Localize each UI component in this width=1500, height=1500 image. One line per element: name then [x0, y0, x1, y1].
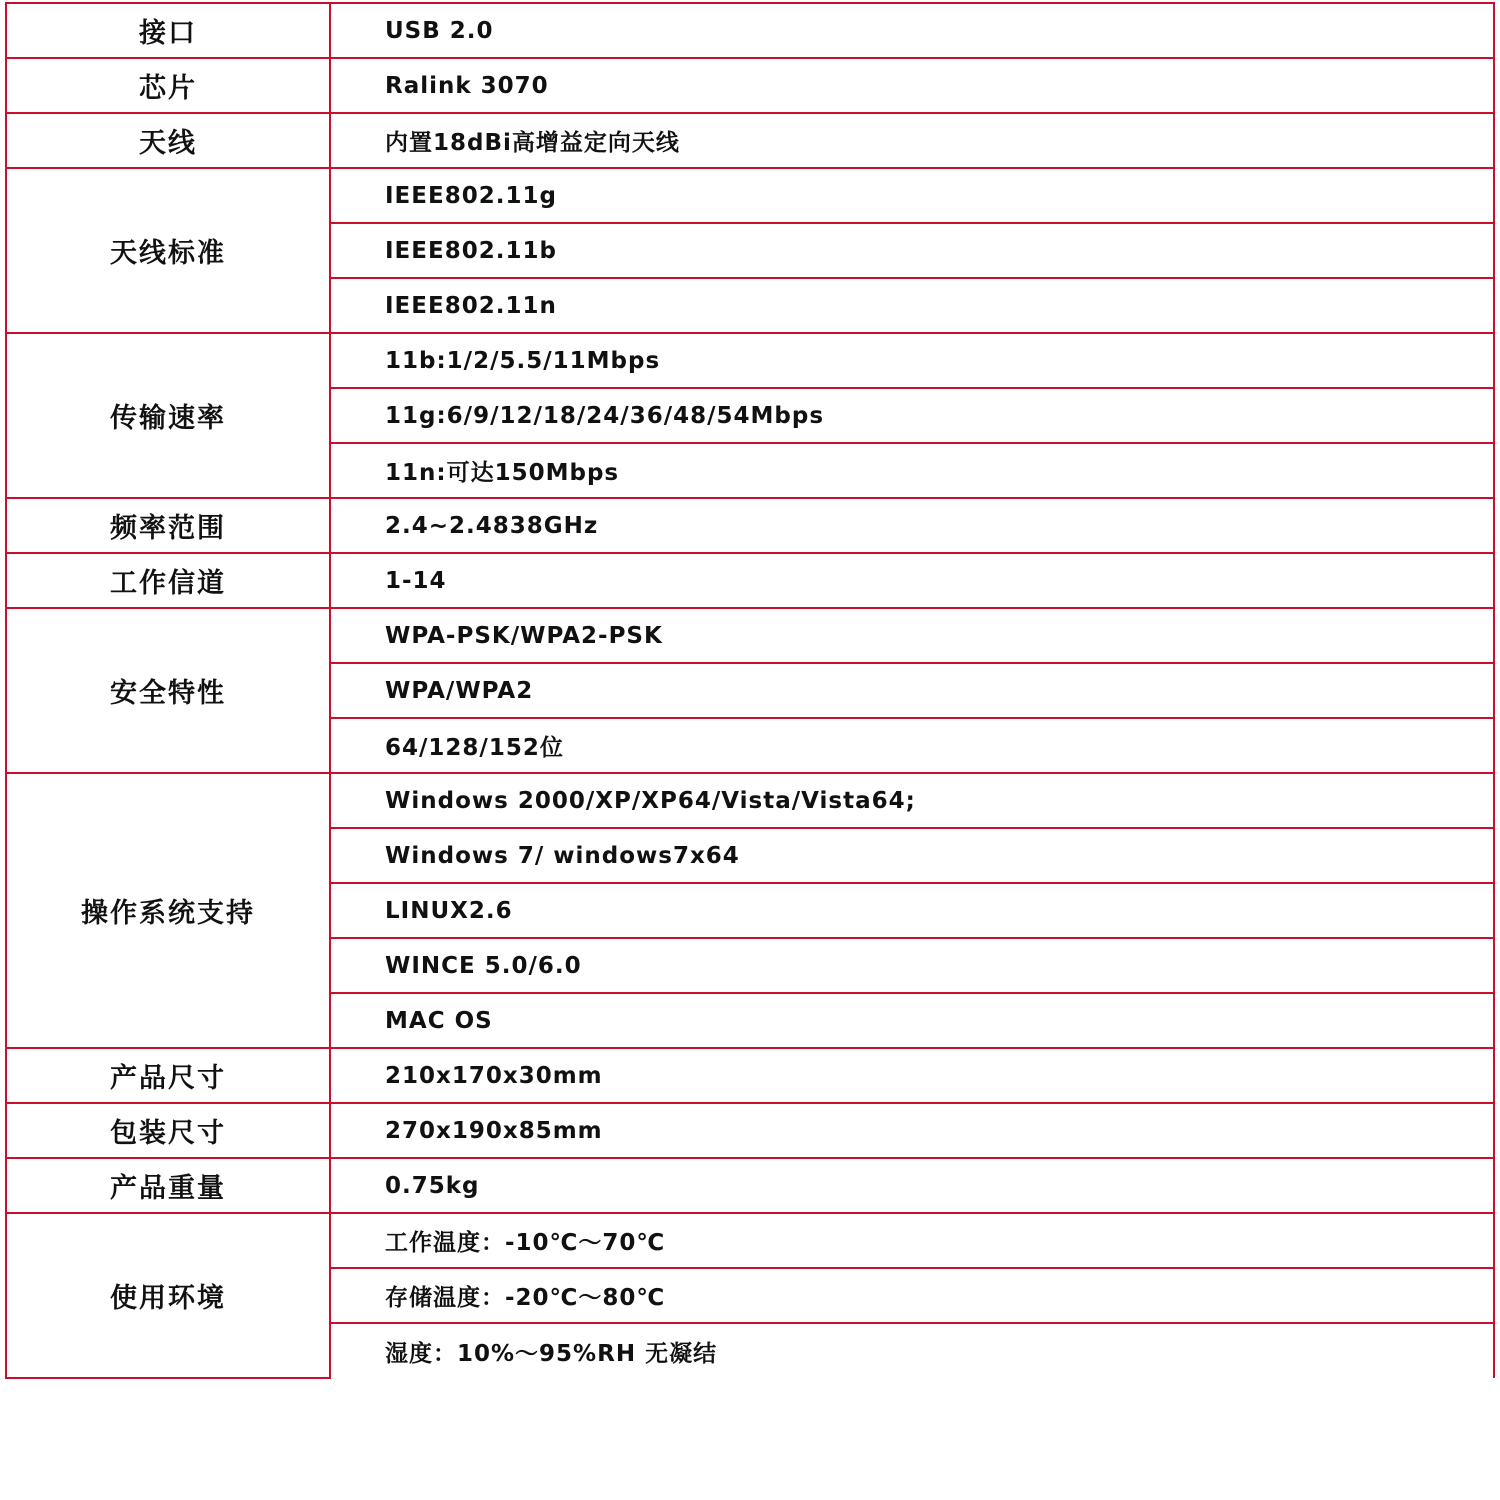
spec-value: 湿度：10%～95%RH 无凝结	[330, 1323, 1494, 1378]
spec-value: 11n:可达150Mbps	[330, 443, 1494, 498]
spec-table-body	[6, 3, 1494, 1378]
spec-value: WINCE 5.0/6.0	[330, 938, 1494, 993]
spec-row	[6, 1158, 1494, 1213]
spec-value: Windows 7/ windows7x64	[330, 828, 1494, 883]
spec-row	[6, 773, 1494, 828]
spec-value: 内置18dBi高增益定向天线	[330, 113, 1494, 168]
spec-label: 芯片	[6, 58, 330, 113]
spec-value: WPA/WPA2	[330, 663, 1494, 718]
spec-row	[6, 498, 1494, 553]
spec-value: MAC OS	[330, 993, 1494, 1048]
spec-value: Windows 2000/XP/XP64/Vista/Vista64;	[330, 773, 1494, 828]
spec-label: 传输速率	[6, 333, 330, 498]
spec-value: Ralink 3070	[330, 58, 1494, 113]
spec-row	[6, 58, 1494, 113]
spec-value: LINUX2.6	[330, 883, 1494, 938]
spec-value: IEEE802.11n	[330, 278, 1494, 333]
spec-value: IEEE802.11g	[330, 168, 1494, 223]
spec-value: 存储温度：-20℃～80℃	[330, 1268, 1494, 1323]
spec-value: 11g:6/9/12/18/24/36/48/54Mbps	[330, 388, 1494, 443]
spec-value: 工作温度：-10℃～70℃	[330, 1213, 1494, 1268]
spec-table	[5, 2, 1495, 1379]
spec-row	[6, 1048, 1494, 1103]
spec-value: USB 2.0	[330, 3, 1494, 58]
spec-value: 1-14	[330, 553, 1494, 608]
spec-row	[6, 168, 1494, 223]
spec-value: WPA-PSK/WPA2-PSK	[330, 608, 1494, 663]
spec-label: 工作信道	[6, 553, 330, 608]
spec-row	[6, 1103, 1494, 1158]
spec-label: 天线标准	[6, 168, 330, 333]
spec-label: 使用环境	[6, 1213, 330, 1378]
spec-value: 270x190x85mm	[330, 1103, 1494, 1158]
spec-label: 接口	[6, 3, 330, 58]
spec-label: 安全特性	[6, 608, 330, 773]
spec-value: 11b:1/2/5.5/11Mbps	[330, 333, 1494, 388]
spec-label: 产品重量	[6, 1158, 330, 1213]
spec-label: 产品尺寸	[6, 1048, 330, 1103]
spec-row	[6, 1213, 1494, 1268]
spec-label: 操作系统支持	[6, 773, 330, 1048]
spec-value: 210x170x30mm	[330, 1048, 1494, 1103]
spec-row	[6, 553, 1494, 608]
spec-row	[6, 608, 1494, 663]
spec-row	[6, 3, 1494, 58]
spec-value: 2.4~2.4838GHz	[330, 498, 1494, 553]
spec-value: 64/128/152位	[330, 718, 1494, 773]
spec-label: 天线	[6, 113, 330, 168]
spec-value: IEEE802.11b	[330, 223, 1494, 278]
spec-label: 包装尺寸	[6, 1103, 330, 1158]
spec-row	[6, 333, 1494, 388]
spec-value: 0.75kg	[330, 1158, 1494, 1213]
spec-label: 频率范围	[6, 498, 330, 553]
spec-row	[6, 113, 1494, 168]
bottom-margin	[0, 1468, 1500, 1500]
